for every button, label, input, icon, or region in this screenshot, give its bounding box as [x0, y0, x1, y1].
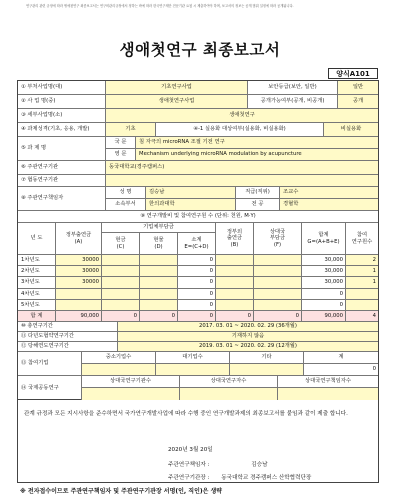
budget-cell-label: 1차년도 — [18, 255, 56, 266]
english-title-value[interactable]: Mechanism underlying microRNA modulation by acupuncture — [136, 149, 378, 161]
col-kind: 현물 (D) — [140, 233, 178, 255]
sum-people: 4 — [346, 311, 378, 322]
footnote: ※ 전자접수이므로 주관연구책임자 및 주관연구기관장 서명(인, 직인)은 생략 — [20, 488, 223, 495]
col-gov2: 정부외 출연금 (B) — [216, 223, 254, 255]
current-period-value[interactable]: 2019. 03. 01 ~ 2020. 02. 29 (12개월) — [118, 342, 378, 352]
budget-cell-kind[interactable] — [140, 277, 178, 288]
col-cash: 현금 (C) — [102, 233, 140, 255]
sum-local: 0 — [254, 311, 302, 322]
col-total: 합계 G=(A+B+E) — [302, 223, 346, 255]
row-nature-value[interactable]: 기초 — [106, 123, 156, 137]
row-coop-value[interactable] — [106, 175, 378, 187]
participants-sme-value[interactable] — [82, 364, 156, 376]
budget-cell-cash[interactable] — [102, 289, 140, 300]
pi-signature-label: 주관연구책임자 : — [168, 462, 210, 468]
budget-cell-kind[interactable] — [140, 255, 178, 266]
budget-cell-local[interactable] — [254, 266, 302, 277]
budget-cell-local[interactable] — [254, 277, 302, 288]
budget-cell-people[interactable] — [346, 300, 378, 311]
pi-dept-value[interactable]: 한의과대학 — [146, 199, 236, 211]
budget-cell-label: 5차년도 — [18, 300, 56, 311]
row-subprogram-value[interactable]: 생애첫연구 — [106, 109, 378, 123]
row-title-label: ⑤ 과 제 명 — [18, 137, 106, 161]
pi-position-value[interactable]: 조교수 — [280, 187, 378, 199]
declaration-box — [17, 400, 379, 483]
budget-cell-cash[interactable] — [102, 277, 140, 288]
budget-cell-local[interactable] — [254, 255, 302, 266]
participants-col-total: 계 — [304, 352, 378, 364]
multi-year-value[interactable]: 기재하지 않음 — [118, 332, 378, 342]
budget-cell-cash[interactable] — [102, 255, 140, 266]
practical-use-value[interactable]: 비실용화 — [324, 123, 378, 137]
budget-cell-local[interactable] — [254, 289, 302, 300]
budget-cell-people[interactable]: 1 — [346, 277, 378, 288]
budget-cell-sub: 0 — [178, 277, 216, 288]
total-period-value[interactable]: 2017. 03. 01 ~ 2020. 02. 29 (36개월) — [118, 322, 378, 332]
intl-col-pis: 상대국연구책임자수 — [278, 376, 378, 388]
pi-major-value[interactable]: 경혈학 — [280, 199, 378, 211]
row-coop-label: ⑦ 협동연구기관 — [18, 175, 106, 187]
intl-pis-value[interactable] — [278, 388, 378, 400]
form-code-badge: 양식A101 — [328, 68, 378, 79]
budget-cell-sub: 0 — [178, 300, 216, 311]
budget-cell-cash[interactable] — [102, 300, 140, 311]
row-program-label: ② 사 업 명(중) — [18, 95, 106, 109]
budget-cell-total: 30,000 — [302, 277, 346, 288]
sum-gov: 90,000 — [56, 311, 102, 322]
budget-cell-gov2[interactable] — [216, 266, 254, 277]
sum-cash: 0 — [102, 311, 140, 322]
pi-major-label: 전 공 — [236, 199, 280, 211]
budget-cell-total: 0 — [302, 289, 346, 300]
row-program-value[interactable]: 생애첫연구사업 — [106, 95, 248, 109]
intl-col-institutions: 상대국연구기관수 — [82, 376, 180, 388]
budget-cell-label: 4차년도 — [18, 289, 56, 300]
sum-total: 90,000 — [302, 311, 346, 322]
budget-cell-gov[interactable] — [56, 300, 102, 311]
col-gov: 정부출연금 (A) — [56, 223, 102, 255]
korean-title-label: 국 문 — [106, 137, 136, 149]
pi-dept-label: 소속부서 — [106, 199, 146, 211]
intl-researchers-value[interactable] — [180, 388, 278, 400]
security-level-value[interactable]: 일반 — [338, 81, 378, 95]
budget-cell-sub: 0 — [178, 289, 216, 300]
org-signature-label: 주관연구기관장 : — [168, 475, 210, 481]
col-year: 년 도 — [18, 223, 56, 255]
intl-label: ⑭ 국제공동연구 — [18, 376, 82, 400]
multi-year-label: ⑪ 다년도협약연구기간 — [18, 332, 118, 342]
open-status-label: 공개가능여부(공개, 비공개) — [248, 95, 338, 109]
participants-col-large: 대기업수 — [156, 352, 230, 364]
budget-cell-gov2[interactable] — [216, 289, 254, 300]
korean-title-value[interactable]: 침 자극의 microRNA 조절 기전 연구 — [136, 137, 378, 149]
current-period-label: ⑫ 당해연도연구기간 — [18, 342, 118, 352]
intl-col-researchers: 상대국연구자수 — [180, 376, 278, 388]
practical-use-label: ④-1 실용화 대상여부(실용화, 비실용화) — [156, 123, 324, 137]
pi-name-label: 성 명 — [106, 187, 146, 199]
budget-cell-people[interactable]: 1 — [346, 266, 378, 277]
org-signature — [168, 473, 311, 481]
budget-cell-sub: 0 — [178, 266, 216, 277]
budget-cell-label: 2차년도 — [18, 266, 56, 277]
row-pi-label: ⑧ 주관연구책임자 — [18, 187, 106, 211]
pi-name-value[interactable]: 김승남 — [146, 187, 236, 199]
budget-cell-gov2[interactable] — [216, 277, 254, 288]
total-period-label: ⑩ 총연구기간 — [18, 322, 118, 332]
security-level-label: 보안등급(보안, 일반) — [248, 81, 338, 95]
top-note: 연구관리 관련 규정에 따라 생애첫연구 최종보고서는 연구비관리규정에서 정하는 바에 따라 한국연구재단 전문기관 요청 시 제출하여야 하며, 보고서의 정보는 공개 범위 설정에 따라 공개됩니다. — [26, 4, 294, 8]
budget-cell-kind[interactable] — [140, 266, 178, 277]
submission-date: 2020년 3월 20일 — [168, 447, 213, 453]
col-people: 참여 연구원수 — [346, 223, 378, 255]
pi-signature — [168, 460, 268, 468]
col-corp: 기업체부담금 — [102, 223, 216, 233]
budget-cell-gov[interactable]: 30000 — [56, 255, 102, 266]
col-local: 상대국 부담금 (F) — [254, 223, 302, 255]
budget-cell-people[interactable] — [346, 289, 378, 300]
open-status-value[interactable]: 공개 — [338, 95, 378, 109]
budget-cell-gov[interactable]: 30000 — [56, 266, 102, 277]
english-title-label: 영 문 — [106, 149, 136, 161]
budget-cell-cash[interactable] — [102, 266, 140, 277]
participants-col-other: 기타 — [230, 352, 304, 364]
budget-cell-gov[interactable] — [56, 289, 102, 300]
row-subprogram-label: ③ 세부사업명(소) — [18, 109, 106, 123]
row-ministry-value[interactable]: 기초연구사업 — [106, 81, 248, 95]
pi-signature-name: 김승남 — [251, 462, 268, 468]
budget-cell-kind[interactable] — [140, 289, 178, 300]
budget-cell-gov2[interactable] — [216, 255, 254, 266]
budget-cell-label: 3차년도 — [18, 277, 56, 288]
row-ministry-label: ① 부처사업명(대) — [18, 81, 106, 95]
row-host-label: ⑥ 주관연구기관 — [18, 161, 106, 175]
budget-cell-sub: 0 — [178, 255, 216, 266]
sum-kind: 0 — [140, 311, 178, 322]
participants-large-value[interactable] — [156, 364, 230, 376]
participants-other-value[interactable] — [230, 364, 304, 376]
budget-cell-gov2[interactable] — [216, 300, 254, 311]
report-form-table — [17, 80, 379, 400]
row-nature-label: ④ 과제성격(기초, 응용, 개발) — [18, 123, 106, 137]
sum-label: 합 계 — [18, 311, 56, 322]
intl-institutions-value[interactable] — [82, 388, 180, 400]
budget-cell-total: 0 — [302, 300, 346, 311]
sum-sub: 0 — [178, 311, 216, 322]
declaration-text: 관계 규정과 모든 지시사항을 준수하면서 국가연구개발사업에 따라 수행 중인 연구개발과제의 최종보고서를 붙임과 같이 제출 합니다. — [24, 411, 348, 417]
col-sub: 소계 E=(C+D) — [178, 233, 216, 255]
org-signature-name: 동국대학교 경주캠퍼스 산학협력단장 — [221, 475, 312, 481]
page-title: 생애첫연구 최종보고서 — [119, 41, 281, 59]
sum-gov2: 0 — [216, 311, 254, 322]
participants-label: ⑬ 참여기업 — [18, 352, 82, 376]
budget-cell-local[interactable] — [254, 300, 302, 311]
participants-col-sme: 중소기업수 — [82, 352, 156, 364]
participants-total-value: 0 — [304, 364, 378, 376]
budget-cell-kind[interactable] — [140, 300, 178, 311]
budget-cell-gov[interactable]: 30000 — [56, 277, 102, 288]
pi-position-label: 직급(직위) — [236, 187, 280, 199]
budget-heading: ⑨ 연구개발비 및 참여연구원 수 (단위: 천원, M·Y) — [18, 211, 378, 223]
budget-cell-total: 30,000 — [302, 266, 346, 277]
budget-cell-total: 30,000 — [302, 255, 346, 266]
row-host-value[interactable]: 동국대학교(경주캠퍼스) — [106, 161, 378, 175]
budget-cell-people[interactable]: 2 — [346, 255, 378, 266]
